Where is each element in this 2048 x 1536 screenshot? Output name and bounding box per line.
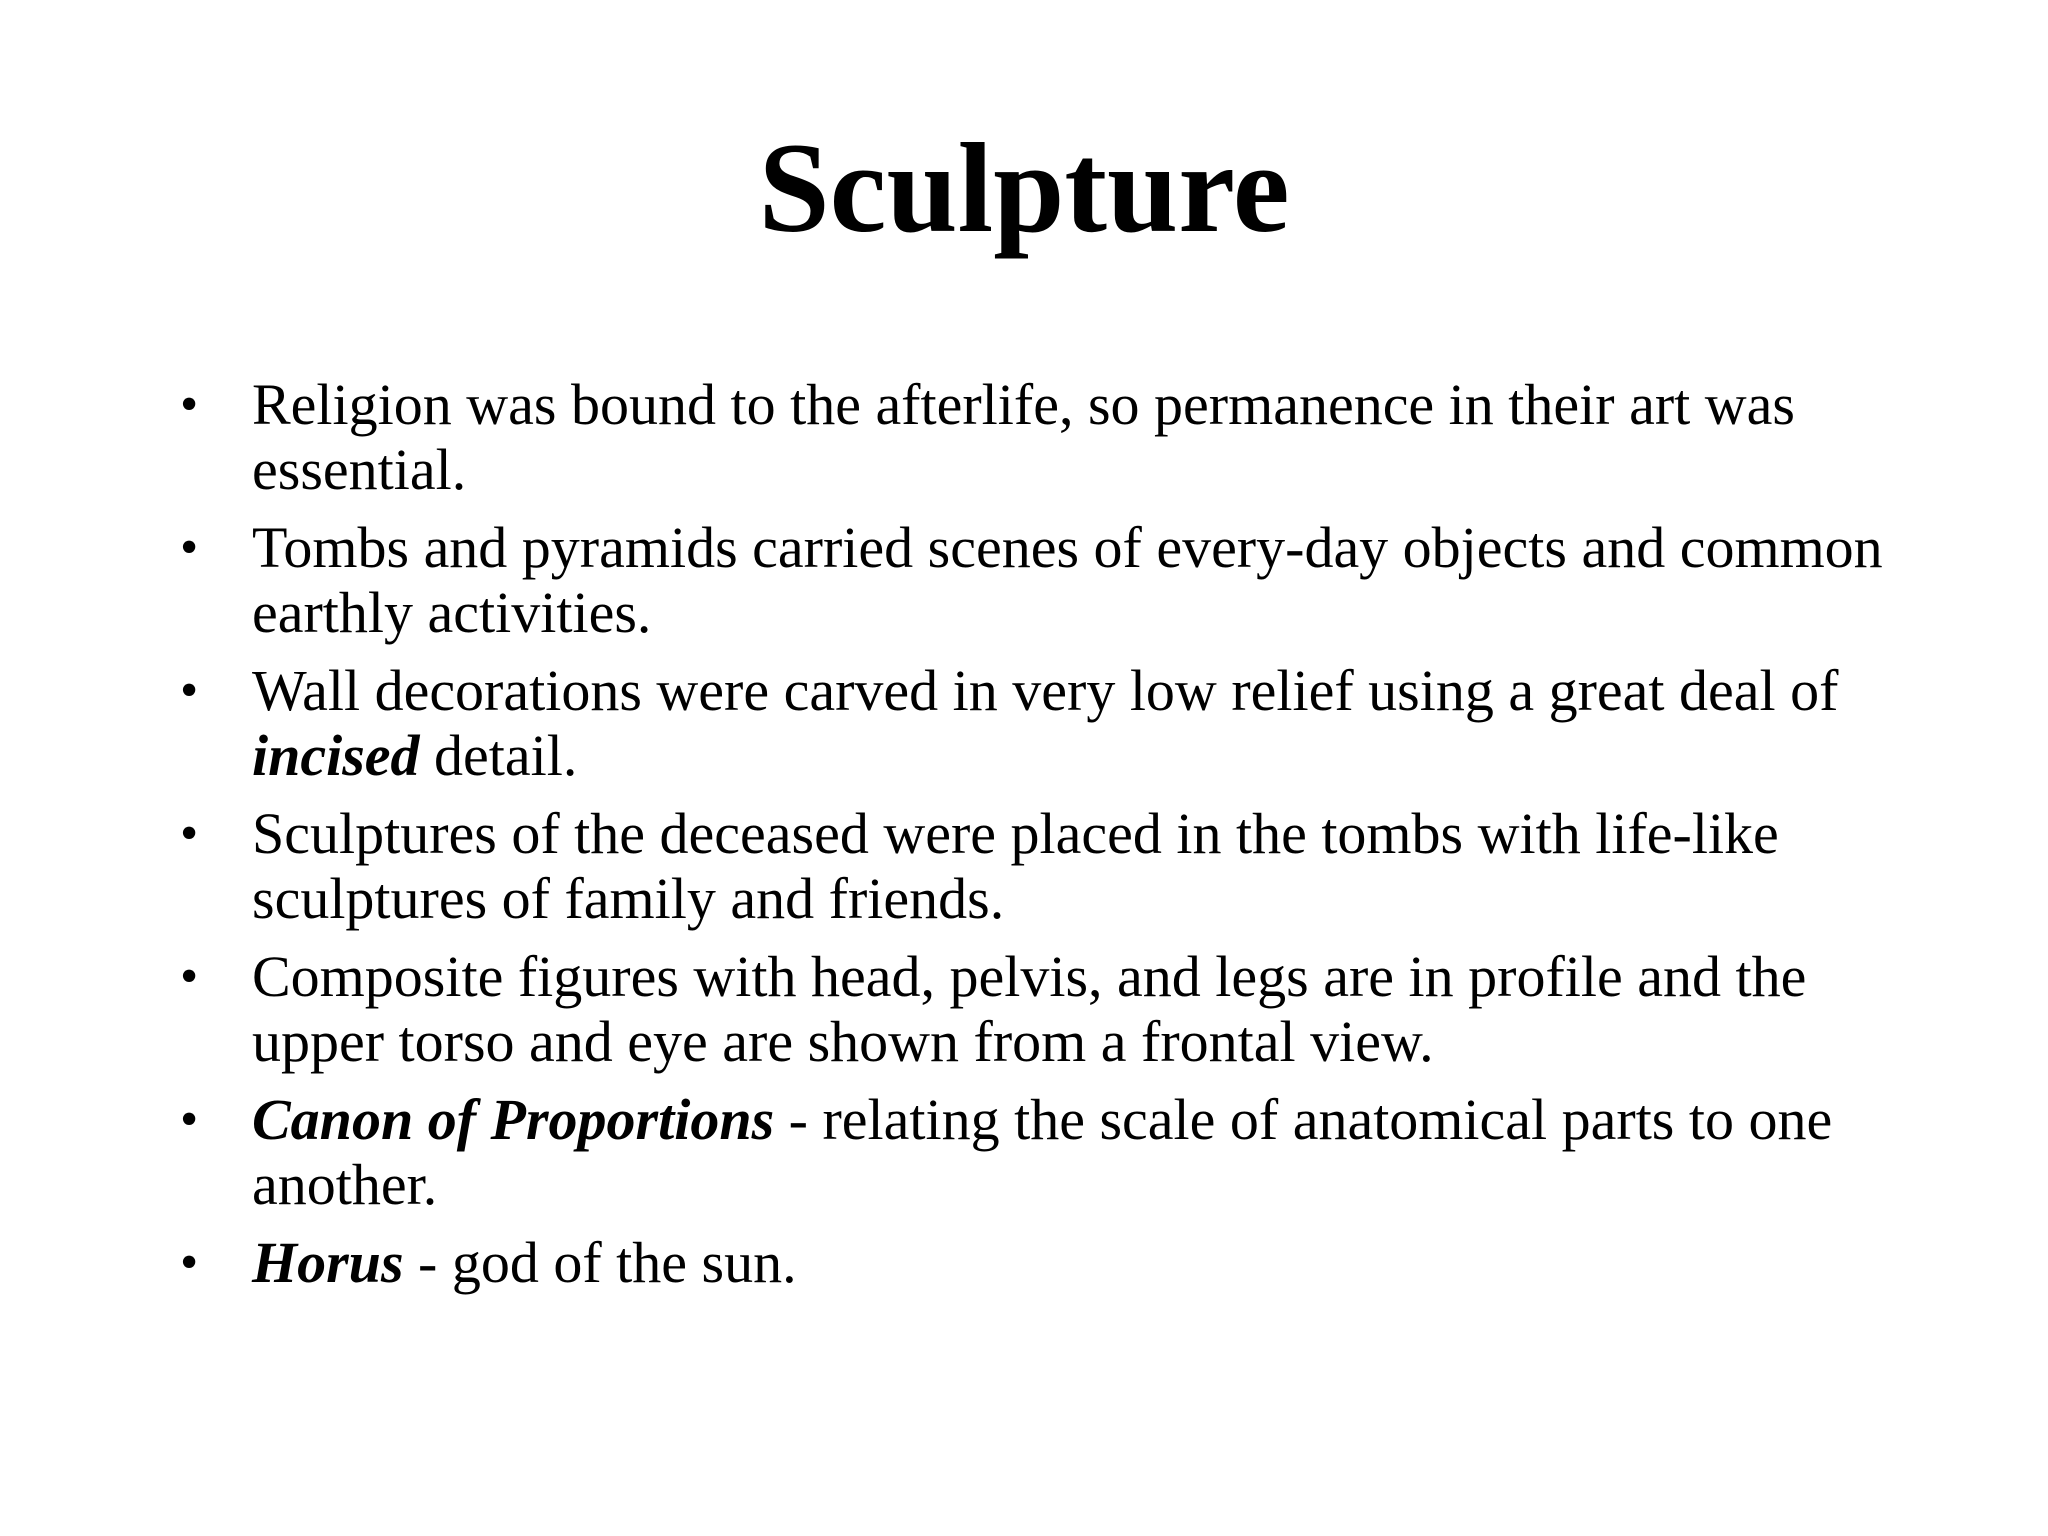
bullet-item-3: [180, 658, 1892, 788]
bullet-dot-icon: •: [180, 1091, 199, 1148]
bullet-item-7: [180, 1230, 1892, 1295]
bullet-dot-icon: •: [180, 805, 199, 862]
bullet-dot-icon: •: [180, 519, 199, 576]
bullet-text: Sculptures of the deceased were placed in the tombs with life-like sculptures of family and friends.: [252, 801, 1779, 931]
bullet-dot-icon: •: [180, 948, 199, 1005]
bullet-dot-icon: •: [180, 1234, 199, 1291]
bullet-term: Horus: [252, 1230, 404, 1295]
bullet-text: Composite figures with head, pelvis, and legs are in profile and the upper torso and eye are shown from a frontal view.: [252, 944, 1807, 1074]
slide-title: Sculpture: [758, 117, 1290, 259]
bullet-item-1: [180, 372, 1892, 502]
bullet-term: Canon of Proportions: [252, 1087, 775, 1152]
bullet-item-2: [180, 515, 1892, 645]
bullet-text: Religion was bound to the afterlife, so permanence in their art was essential.: [252, 372, 1795, 502]
bullet-text-after: detail.: [419, 723, 578, 788]
bullet-item-4: [180, 801, 1892, 931]
bullet-list: [180, 372, 1892, 1308]
bullet-text: Tombs and pyramids carried scenes of every-day objects and common earthly activities.: [252, 515, 1883, 645]
bullet-dot-icon: •: [180, 376, 199, 433]
bullet-term: incised: [252, 723, 420, 788]
bullet-item-5: [180, 944, 1892, 1074]
bullet-text: Wall decorations were carved in very low relief using a great deal of: [252, 658, 1839, 723]
bullet-dot-icon: •: [180, 662, 199, 719]
bullet-text-after: - god of the sun.: [403, 1230, 797, 1295]
bullet-item-6: [180, 1087, 1892, 1217]
bullet-text-after: - relating the scale of anatomical parts to one another.: [252, 1087, 1833, 1217]
